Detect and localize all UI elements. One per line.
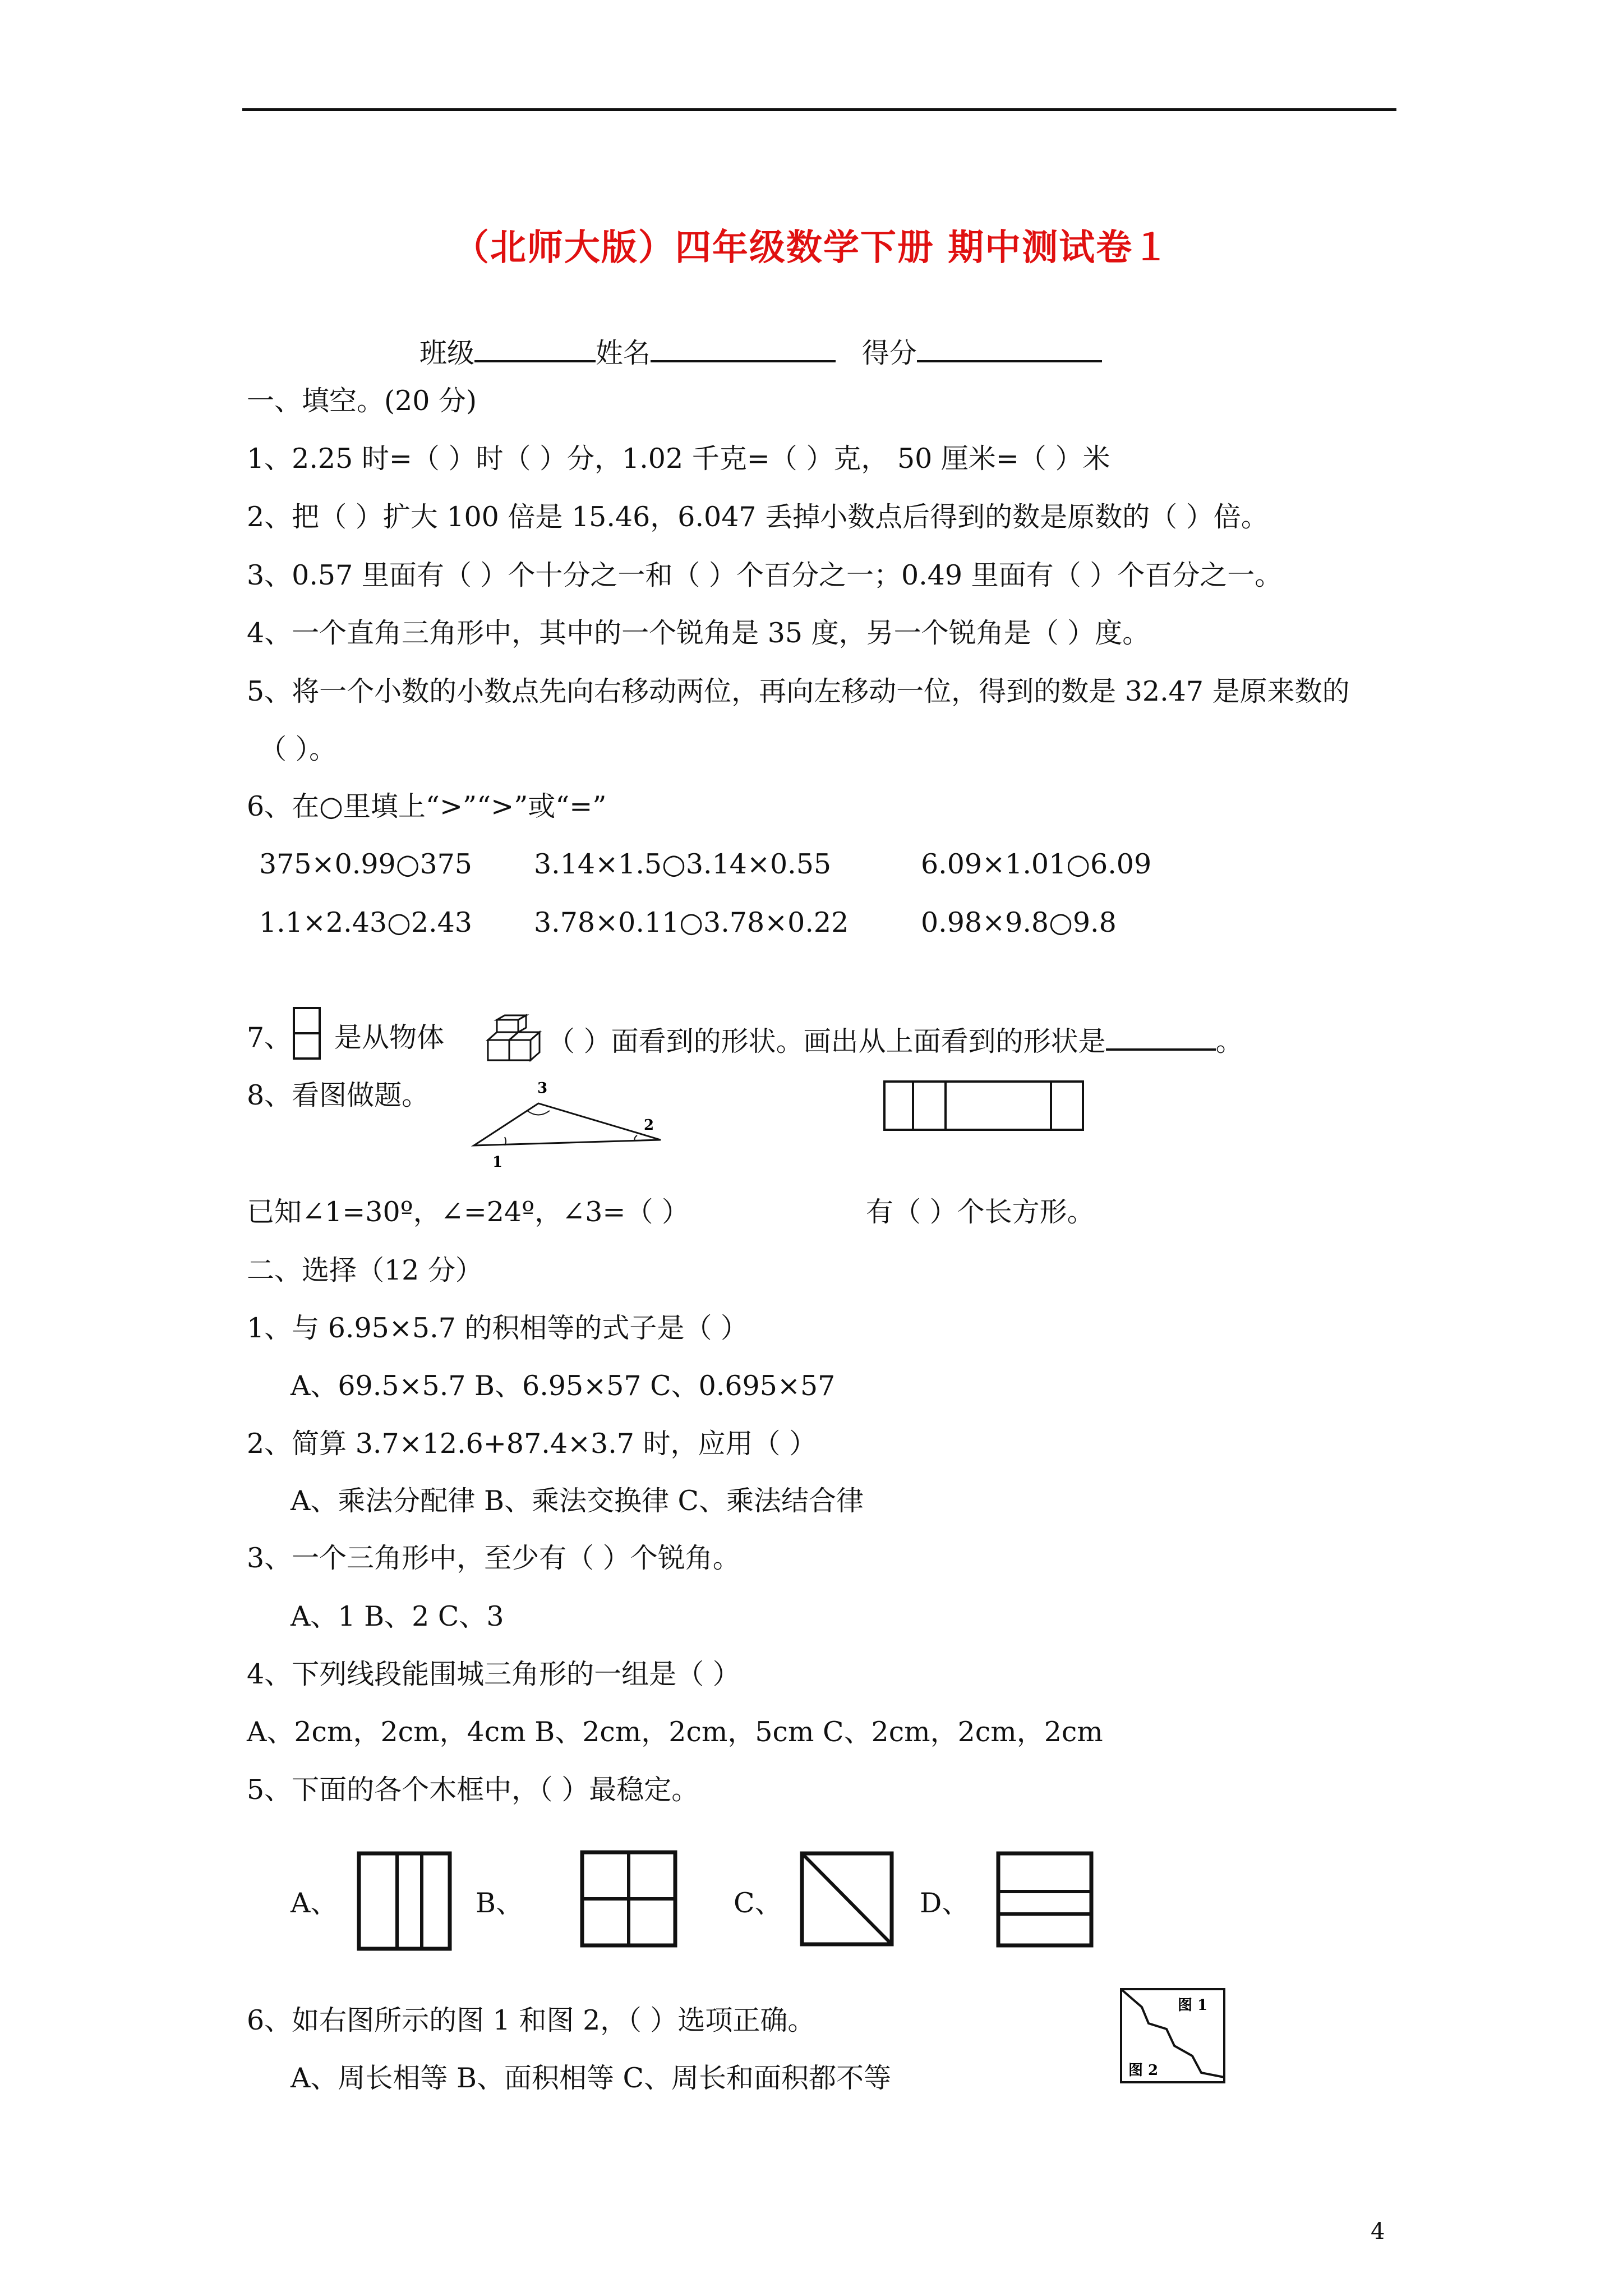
s2-q4: 4、下列线段能围城三角形的一组是（ ） [247, 1658, 740, 1690]
s2-q2: 2、简算 3.7×12.6+87.4×3.7 时，应用（ ） [247, 1428, 817, 1460]
frame-option-a-label: A、 [291, 1887, 338, 1919]
s2-q5: 5、下面的各个木框中，（ ）最稳定。 [247, 1774, 699, 1806]
s1-q6: 6、在○里填上“>”“>”或“=” [247, 790, 607, 822]
top-view-blank[interactable] [1106, 1024, 1216, 1051]
frame-option-b-label: B、 [476, 1887, 524, 1919]
top-rule [242, 108, 1396, 111]
s2-q1: 1、与 6.95×5.7 的积相等的式子是（ ） [247, 1312, 748, 1344]
score-blank[interactable] [917, 335, 1102, 362]
s1-q5-line2: （ ）。 [259, 733, 337, 765]
s2-q3: 3、一个三角形中，至少有（ ）个锐角。 [247, 1542, 740, 1574]
section1-heading: 一、填空。(20 分) [247, 385, 477, 417]
frame-option-d-label: D、 [920, 1887, 970, 1919]
triangle-figure [465, 1071, 679, 1171]
s1-q7-mid: 是从物体 [334, 1022, 445, 1053]
compare-item: 375×0.99○375 [259, 848, 472, 880]
s1-q8-angle: 已知∠1=30º，∠=24º，∠3=（ ） [247, 1196, 690, 1228]
rectangles-figure [883, 1080, 1085, 1131]
compare-item: 0.98×9.8○9.8 [921, 907, 1117, 938]
frame-c-figure [800, 1851, 894, 1947]
s2-q1-options: A、69.5×5.7 B、6.95×57 C、0.695×57 [291, 1370, 836, 1402]
angle-label-3: 3 [537, 1080, 548, 1097]
cube-stack-icon [486, 1014, 544, 1062]
s1-q8: 8、看图做题。 [247, 1079, 430, 1111]
figure-2-label: 图 2 [1128, 2062, 1159, 2079]
frame-d-figure [996, 1851, 1094, 1948]
compare-item: 1.1×2.43○2.43 [259, 907, 472, 938]
s1-q8-rect: 有（ ）个长方形。 [866, 1196, 1095, 1228]
angle-label-2: 2 [644, 1117, 654, 1134]
section2-heading: 二、选择（12 分） [247, 1254, 483, 1286]
frame-b-figure [580, 1850, 677, 1948]
s2-q3-options: A、1 B、2 C、3 [291, 1600, 504, 1632]
s2-q6-options: A、周长相等 B、面积相等 C、周长和面积都不等 [291, 2062, 892, 2094]
name-blank[interactable] [651, 335, 836, 362]
s1-q4: 4、一个直角三角形中，其中的一个锐角是 35 度，另一个锐角是（ ）度。 [247, 617, 1150, 649]
front-view-icon [293, 1007, 321, 1060]
s1-q7-tail [547, 1024, 1243, 1055]
s1-q1: 1、2.25 时=（ ）时（ ）分，1.02 千克=（ ）克， 50 厘米=（ ）米 [247, 443, 1110, 475]
q7-tail-text: （ ）面看到的形状。画出从上面看到的形状是 [547, 1025, 1106, 1057]
compare-item: 3.78×0.11○3.78×0.22 [534, 907, 849, 938]
page-number: 4 [1371, 2219, 1385, 2244]
page-title: （北师大版）四年级数学下册 期中测试卷１ [453, 227, 1170, 269]
s1-q3: 3、0.57 里面有（ ）个十分之一和（ ）个百分之一；0.49 里面有（ ）个百分之一。 [247, 559, 1283, 591]
compare-item: 3.14×1.5○3.14×0.55 [534, 848, 832, 880]
class-blank[interactable] [474, 335, 596, 362]
compare-item: 6.09×1.01○6.09 [921, 848, 1152, 880]
frame-a-figure [357, 1851, 452, 1951]
figure-1-label: 图 1 [1178, 1997, 1208, 2014]
s2-q6: 6、如右图所示的图 1 和图 2，（ ）选项正确。 [247, 2004, 815, 2036]
s2-q2-options: A、乘法分配律 B、乘法交换律 C、乘法结合律 [291, 1485, 864, 1517]
s2-q4-options: A、2cm，2cm，4cm B、2cm，2cm，5cm C、2cm，2cm，2cm [247, 1716, 1103, 1748]
figure-1-2-diagram [1119, 1987, 1226, 2084]
s1-q2: 2、把（ ）扩大 100 倍是 15.46，6.047 丢掉小数点后得到的数是原数的（ ）倍。 [247, 501, 1269, 533]
q7-end: 。 [1215, 1025, 1243, 1057]
frame-option-c-label: C、 [734, 1887, 782, 1919]
angle-label-1: 1 [492, 1154, 503, 1171]
s1-q7-prefix: 7、 [247, 1022, 292, 1053]
score-label: 得分 [861, 337, 917, 369]
s1-q5-line1: 5、将一个小数的小数点先向右移动两位，再向左移动一位，得到的数是 32.47 是原来数的 [247, 675, 1350, 707]
header-line [419, 335, 1102, 367]
name-label: 姓名 [596, 337, 651, 369]
class-label: 班级 [419, 337, 475, 369]
